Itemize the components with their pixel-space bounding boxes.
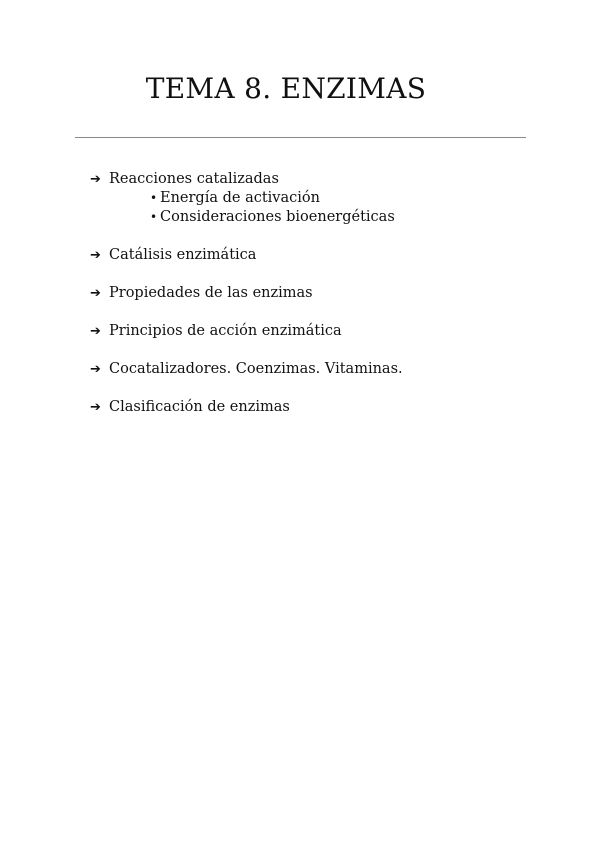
topic-item-cocatalizadores	[90, 360, 550, 379]
subtopic-label: Consideraciones bioenergéticas	[160, 209, 395, 225]
arrow-right-icon: ➔	[90, 172, 101, 187]
topic-label: Propiedades de las enzimas	[109, 285, 313, 301]
topic-list	[90, 170, 550, 436]
topic-item-reacciones-catalizadas	[90, 170, 550, 227]
arrow-right-icon: ➔	[90, 324, 101, 339]
topic-item-catalisis-enzimatica	[90, 246, 550, 265]
topic-label: Clasificación de enzimas	[109, 399, 290, 415]
title-divider	[75, 137, 526, 138]
topic-label: Principios de acción enzimática	[109, 323, 342, 339]
page-title: TEMA 8. ENZIMAS	[145, 72, 427, 105]
subtopic-list	[90, 189, 550, 227]
subtopic-item-consideraciones-bioenergeticas	[150, 208, 550, 227]
bullet-icon: •	[150, 210, 158, 224]
arrow-right-icon: ➔	[90, 362, 101, 377]
topic-item-clasificacion	[90, 398, 550, 417]
bullet-icon: •	[150, 191, 158, 205]
arrow-right-icon: ➔	[90, 286, 101, 301]
topic-label: Reacciones catalizadas	[109, 171, 279, 187]
topic-label: Cocatalizadores. Coenzimas. Vitaminas.	[109, 361, 403, 377]
arrow-right-icon: ➔	[90, 400, 101, 415]
arrow-right-icon: ➔	[90, 248, 101, 263]
topic-item-principios-accion	[90, 322, 550, 341]
subtopic-item-energia-activacion	[150, 189, 550, 208]
topic-label: Catálisis enzimática	[109, 247, 257, 263]
topic-item-propiedades-enzimas	[90, 284, 550, 303]
subtopic-label: Energía de activación	[160, 190, 320, 206]
